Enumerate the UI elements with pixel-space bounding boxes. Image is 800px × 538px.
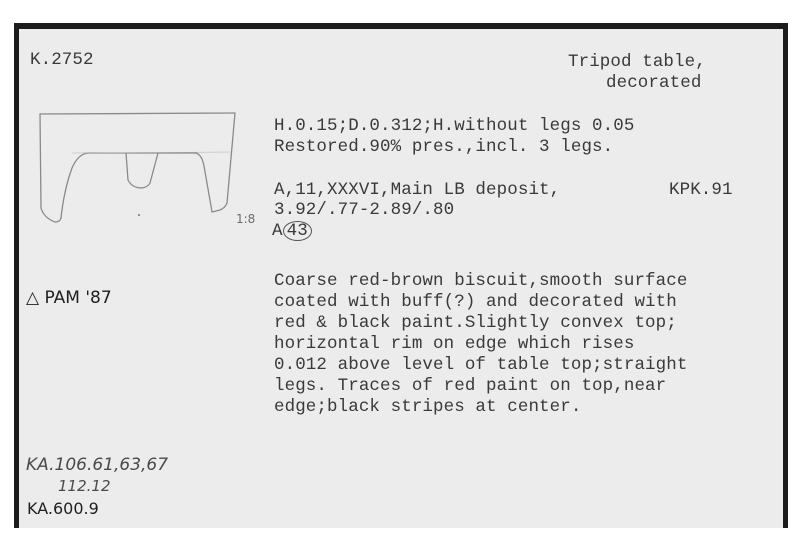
handwritten-ref-line3: KA.600.9 (27, 499, 99, 518)
handwritten-ref-line2: 112.12 (58, 477, 111, 495)
dimensions-line1: H.0.15;D.0.312;H.without legs 0.05 (274, 116, 635, 136)
description-line-7: edge;black stripes at center. (274, 397, 582, 417)
catalog-number: K.2752 (30, 50, 94, 70)
description-line-2: coated with buff(?) and decorated with (274, 292, 677, 312)
findspot-locus (272, 221, 312, 242)
description-line-1: Coarse red-brown biscuit,smooth surface (274, 271, 688, 291)
object-title-line2: decorated (606, 73, 702, 93)
description-line-5: 0.012 above level of table top;straight (274, 355, 688, 375)
findspot-reference: KPK.91 (669, 180, 733, 200)
pam-note (26, 288, 112, 308)
description-line-4: horizontal rim on edge which rises (274, 334, 635, 354)
findspot-prefix: A (272, 221, 283, 241)
description-line-3: red & black paint.Slightly convex top; (274, 313, 677, 333)
pam-note-text: PAM '87 (44, 288, 112, 308)
handwritten-ref-line1: KA.106.61,63,67 (26, 455, 169, 475)
dimensions-line2: Restored.90% pres.,incl. 3 legs. (274, 137, 614, 157)
description-line-6: legs. Traces of red paint on top,near (274, 376, 667, 396)
findspot-line1: A,11,XXXVI,Main LB deposit, (274, 180, 561, 200)
scale-note: 1:8 (236, 212, 256, 226)
findspot-line2: 3.92/.77-2.89/.80 (274, 200, 455, 220)
triangle-icon: △ (26, 288, 40, 308)
object-title-line1: Tripod table, (568, 52, 706, 72)
findspot-circled-number: 43 (283, 221, 312, 241)
